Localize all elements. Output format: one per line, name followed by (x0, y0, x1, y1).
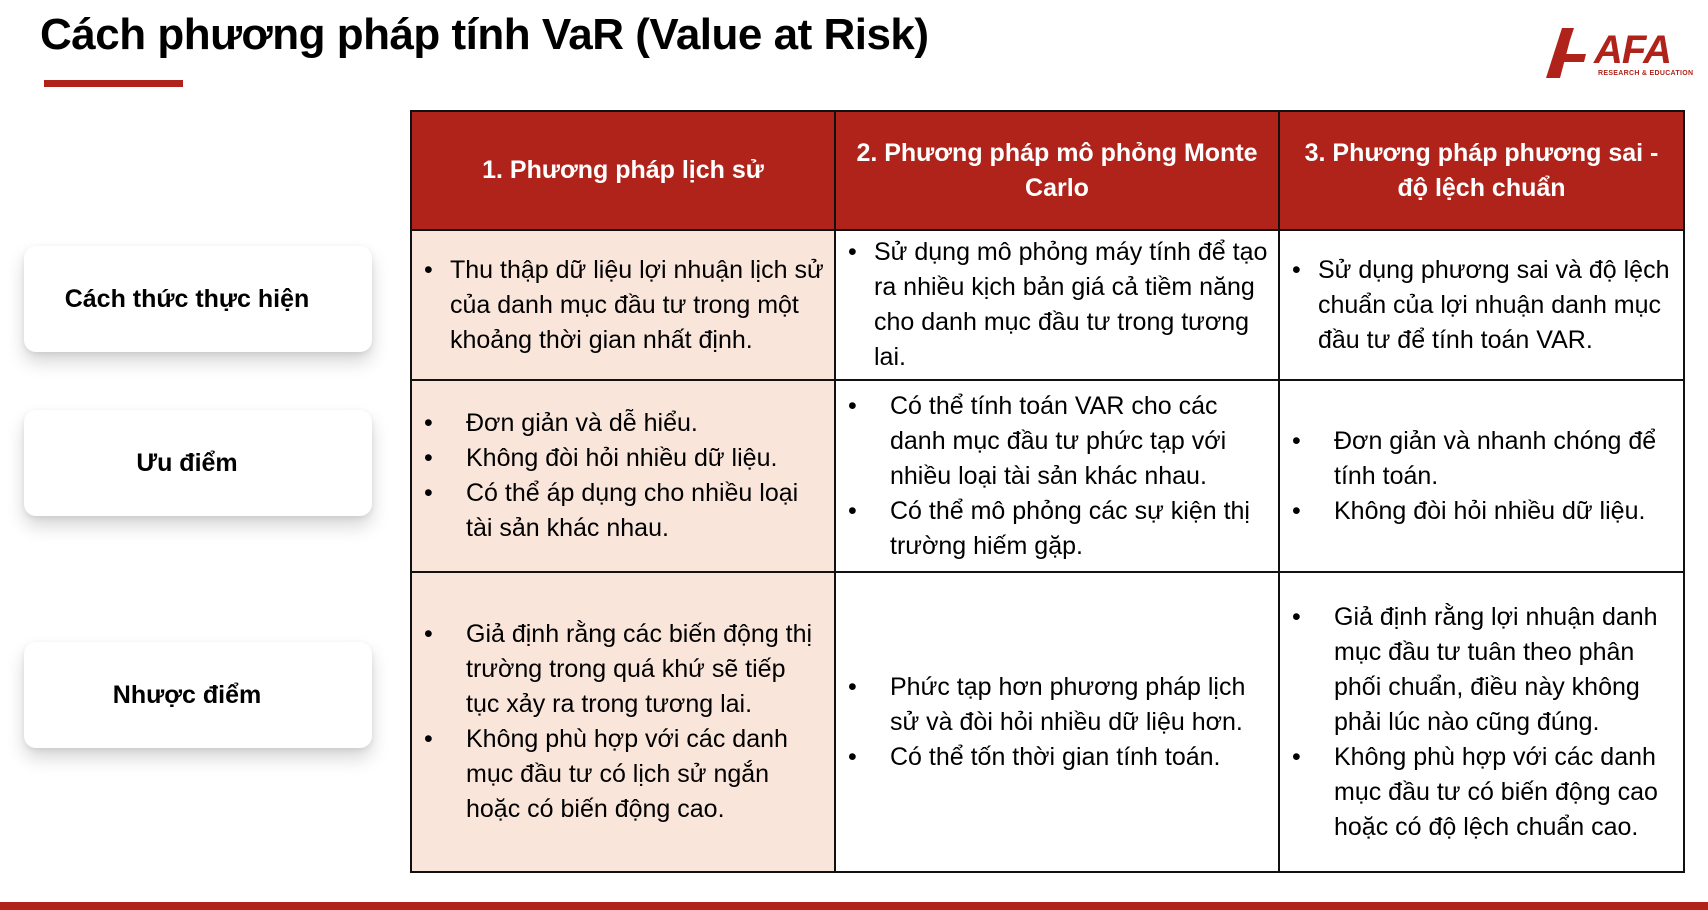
list-item: • Không phù hợp với các danh mục đầu tư có biến động cao hoặc có độ lệch chuẩn cao. (1290, 740, 1673, 845)
table-cell (1279, 230, 1684, 380)
table-cell (835, 230, 1279, 380)
comparison-table (410, 110, 1685, 873)
logo-text: AFA (1594, 28, 1671, 72)
row-label-advantages: Ưu điểm (24, 410, 372, 516)
list-item: • Có thể áp dụng cho nhiều loại tài sản khác nhau. (422, 476, 824, 546)
list-item: • Có thể tính toán VAR cho các danh mục đầu tư phức tạp với nhiều loại tài sản khác nhau. (846, 389, 1268, 494)
page-title: Cách phương pháp tính VaR (Value at Risk) (40, 10, 929, 59)
table-row (411, 230, 1684, 380)
list-item: • Không phù hợp với các danh mục đầu tư có lịch sử ngắn hoặc có biến động cao. (422, 722, 824, 827)
row-label-method: Cách thức thực hiện (24, 246, 372, 352)
list-item: • Đơn giản và dễ hiểu. (422, 406, 824, 441)
table-row (411, 572, 1684, 872)
bottom-accent-bar (0, 902, 1708, 910)
header-historical: 1. Phương pháp lịch sử (411, 111, 835, 230)
list-item: • Có thể tốn thời gian tính toán. (846, 740, 1268, 775)
table-cell (411, 230, 835, 380)
list-item: • Sử dụng mô phỏng máy tính để tạo ra nhiều kịch bản giá cả tiềm năng cho danh mục đầu tư trong tương lai. (846, 235, 1268, 375)
header-monte-carlo: 2. Phương pháp mô phỏng Monte Carlo (835, 111, 1279, 230)
list-item: • Thu thập dữ liệu lợi nhuận lịch sử của danh mục đầu tư trong một khoảng thời gian nhất định. (422, 253, 824, 358)
row-label-disadvantages: Nhược điểm (24, 642, 372, 748)
logo-subtext: RESEARCH & EDUCATION (1598, 70, 1694, 77)
table-cell (411, 380, 835, 572)
table-row (411, 380, 1684, 572)
table-cell (411, 572, 835, 872)
list-item: • Có thể mô phỏng các sự kiện thị trường hiếm gặp. (846, 494, 1268, 564)
list-item: • Phức tạp hơn phương pháp lịch sử và đòi hỏi nhiều dữ liệu hơn. (846, 670, 1268, 740)
list-item: • Không đòi hỏi nhiều dữ liệu. (1290, 494, 1673, 529)
header-variance: 3. Phương pháp phương sai - độ lệch chuẩn (1279, 111, 1684, 230)
title-underline (44, 80, 183, 87)
table-cell (1279, 380, 1684, 572)
table-header-row (411, 111, 1684, 230)
list-item: • Giả định rằng lợi nhuận danh mục đầu tư tuân theo phân phối chuẩn, điều này không phải lúc nào cũng đúng. (1290, 600, 1673, 740)
table-cell (835, 572, 1279, 872)
table-cell (1279, 572, 1684, 872)
list-item: • Đơn giản và nhanh chóng để tính toán. (1290, 424, 1673, 494)
list-item: • Sử dụng phương sai và độ lệch chuẩn của lợi nhuận danh mục đầu tư để tính toán VAR. (1290, 253, 1673, 358)
list-item: • Giả định rằng các biến động thị trường trong quá khứ sẽ tiếp tục xảy ra trong tương lai. (422, 617, 824, 722)
list-item: • Không đòi hỏi nhiều dữ liệu. (422, 441, 824, 476)
table-cell (835, 380, 1279, 572)
